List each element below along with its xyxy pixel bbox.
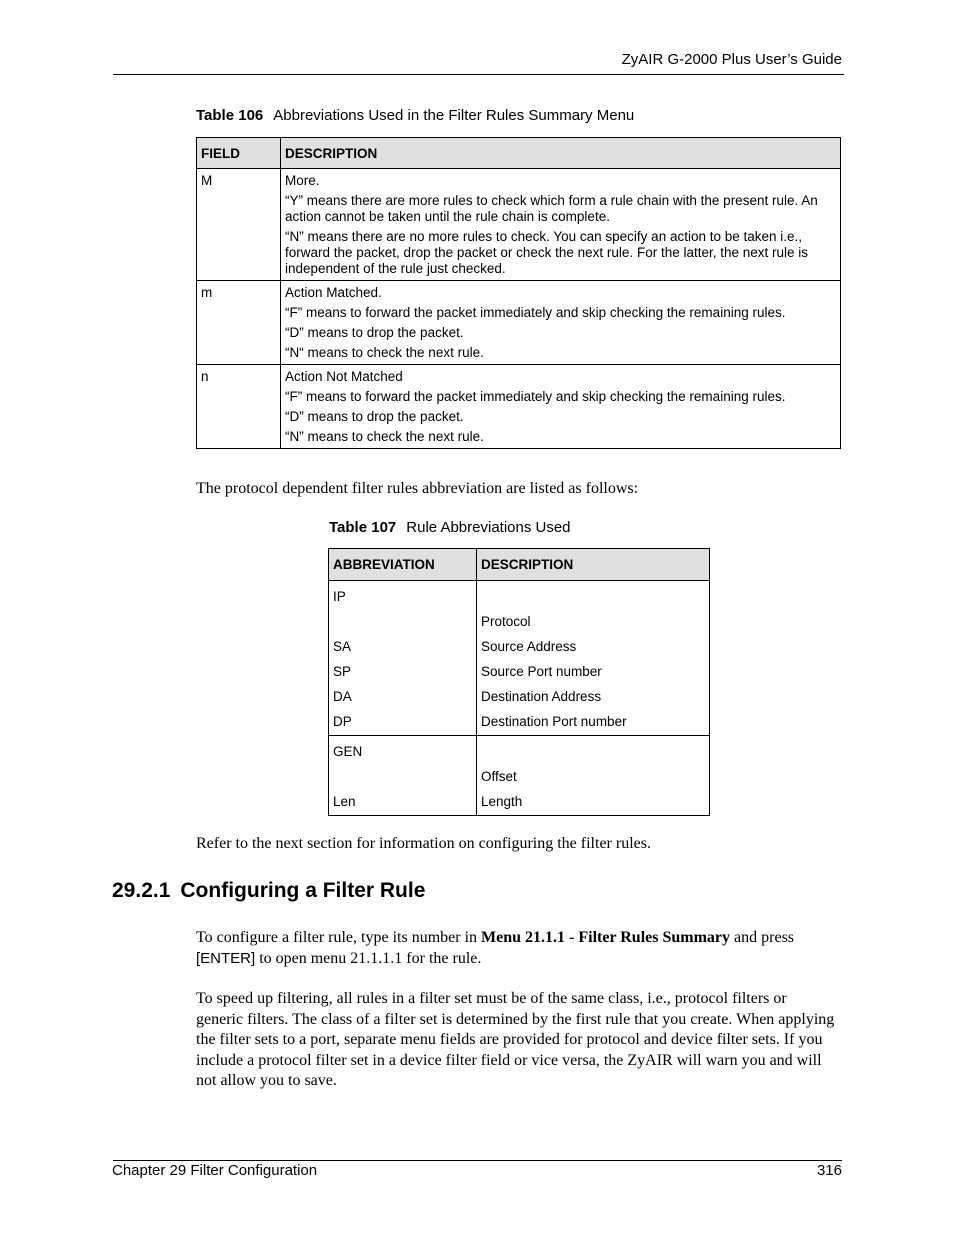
table-header-row xyxy=(197,138,841,169)
table-row xyxy=(329,736,710,816)
description-line: Action Matched. xyxy=(285,285,382,300)
para-text: to open menu 21.1.1.1 for the rule. xyxy=(255,949,482,967)
para-text: and press xyxy=(730,929,795,946)
running-header: ZyAIR G-2000 Plus User’s Guide xyxy=(621,51,842,68)
configure-paragraph xyxy=(196,928,846,969)
abbreviation-line xyxy=(333,609,472,634)
description-line: Source Address xyxy=(481,639,577,654)
table-row xyxy=(329,581,710,736)
table-row xyxy=(197,281,841,365)
table-106-caption xyxy=(196,107,634,124)
abbreviation-line xyxy=(333,764,472,789)
abbreviation-line: IP xyxy=(333,589,346,604)
abbreviation-line: Len xyxy=(333,794,356,809)
description-cell xyxy=(477,581,710,736)
table-106 xyxy=(196,137,841,449)
column-header-description: DESCRIPTION xyxy=(477,549,710,581)
description-cell xyxy=(281,169,841,281)
intro-paragraph: The protocol dependent filter rules abbreviation are listed as follows: xyxy=(196,480,639,497)
footer-chapter: Chapter 29 Filter Configuration xyxy=(112,1162,318,1179)
section-number: 29.2.1 xyxy=(112,879,171,902)
description-line: “N” means there are no more rules to check. You can specify an action to be taken i.e., forward the packet, drop the packet or check the next rule. For the latter, the next rule is independent of the rule just checked. xyxy=(285,229,809,276)
table-106-label: Table 106 xyxy=(196,107,264,124)
section-heading xyxy=(112,879,425,903)
description-line: Destination Address xyxy=(481,689,602,704)
page-number: 316 xyxy=(816,1162,842,1179)
header-divider xyxy=(113,74,844,75)
key-reference: [ENTER] xyxy=(196,949,256,967)
description-line: Source Port number xyxy=(481,664,602,679)
footer-divider xyxy=(113,1160,842,1161)
description-line: Length xyxy=(481,794,523,809)
para-text: To configure a filter rule, type its number in xyxy=(196,929,482,946)
abbreviation-cell xyxy=(329,736,477,816)
description-line: More. xyxy=(285,173,320,188)
description-line: Destination Port number xyxy=(481,714,627,729)
menu-reference: Menu 21.1.1 - Filter Rules Summary xyxy=(481,929,731,946)
table-row xyxy=(197,365,841,449)
table-107 xyxy=(328,548,710,816)
column-header-description: DESCRIPTION xyxy=(281,138,841,169)
description-line: “Y” means there are more rules to check which form a rule chain with the present rule. An action cannot be taken until the rule chain is complete. xyxy=(285,193,818,224)
description-cell xyxy=(477,736,710,816)
table-header-row xyxy=(329,549,710,581)
column-header-abbreviation: ABBREVIATION xyxy=(329,549,477,581)
table-107-title: Rule Abbreviations Used xyxy=(406,519,571,536)
abbreviation-line: SP xyxy=(333,664,352,679)
description-line: “D” means to drop the packet. xyxy=(285,325,464,340)
field-cell: n xyxy=(197,365,281,449)
filtering-paragraph: To speed up filtering, all rules in a filter set must be of the same class, i.e., protocol filters or generic filters. The class of a filter set is determined by the first rule that you create. When applying the filter sets to a port, separate menu fields are provided for protocol and device filter sets. If you include a protocol filter set in a device filter field or vice versa, the ZyAIR will warn you and will not allow you to save. xyxy=(196,990,835,1089)
description-line xyxy=(481,584,705,609)
description-line: Offset xyxy=(481,769,517,784)
abbreviation-line: DA xyxy=(333,689,352,704)
table-107-label: Table 107 xyxy=(329,519,397,536)
refer-paragraph: Refer to the next section for information on configuring the filter rules. xyxy=(196,835,651,852)
abbreviation-cell xyxy=(329,581,477,736)
description-cell xyxy=(281,365,841,449)
field-cell: M xyxy=(197,169,281,281)
abbreviation-line: DP xyxy=(333,714,352,729)
description-line: “N” means to check the next rule. xyxy=(285,429,484,444)
description-cell xyxy=(281,281,841,365)
description-line: “F” means to forward the packet immediately and skip checking the remaining rules. xyxy=(285,305,786,320)
description-line: “N“ means to check the next rule. xyxy=(285,345,484,360)
description-line: “D” means to drop the packet. xyxy=(285,409,464,424)
field-cell: m xyxy=(197,281,281,365)
table-107-caption xyxy=(329,519,571,536)
description-line: Action Not Matched xyxy=(285,369,403,384)
abbreviation-line: SA xyxy=(333,639,352,654)
abbreviation-line: GEN xyxy=(333,744,363,759)
section-title: Configuring a Filter Rule xyxy=(180,879,426,902)
description-line: Protocol xyxy=(481,614,531,629)
column-header-field: FIELD xyxy=(197,138,281,169)
description-line: “F” means to forward the packet immediately and skip checking the remaining rules. xyxy=(285,389,786,404)
description-line xyxy=(481,739,705,764)
table-row xyxy=(197,169,841,281)
table-106-title: Abbreviations Used in the Filter Rules Summary Menu xyxy=(273,107,635,124)
